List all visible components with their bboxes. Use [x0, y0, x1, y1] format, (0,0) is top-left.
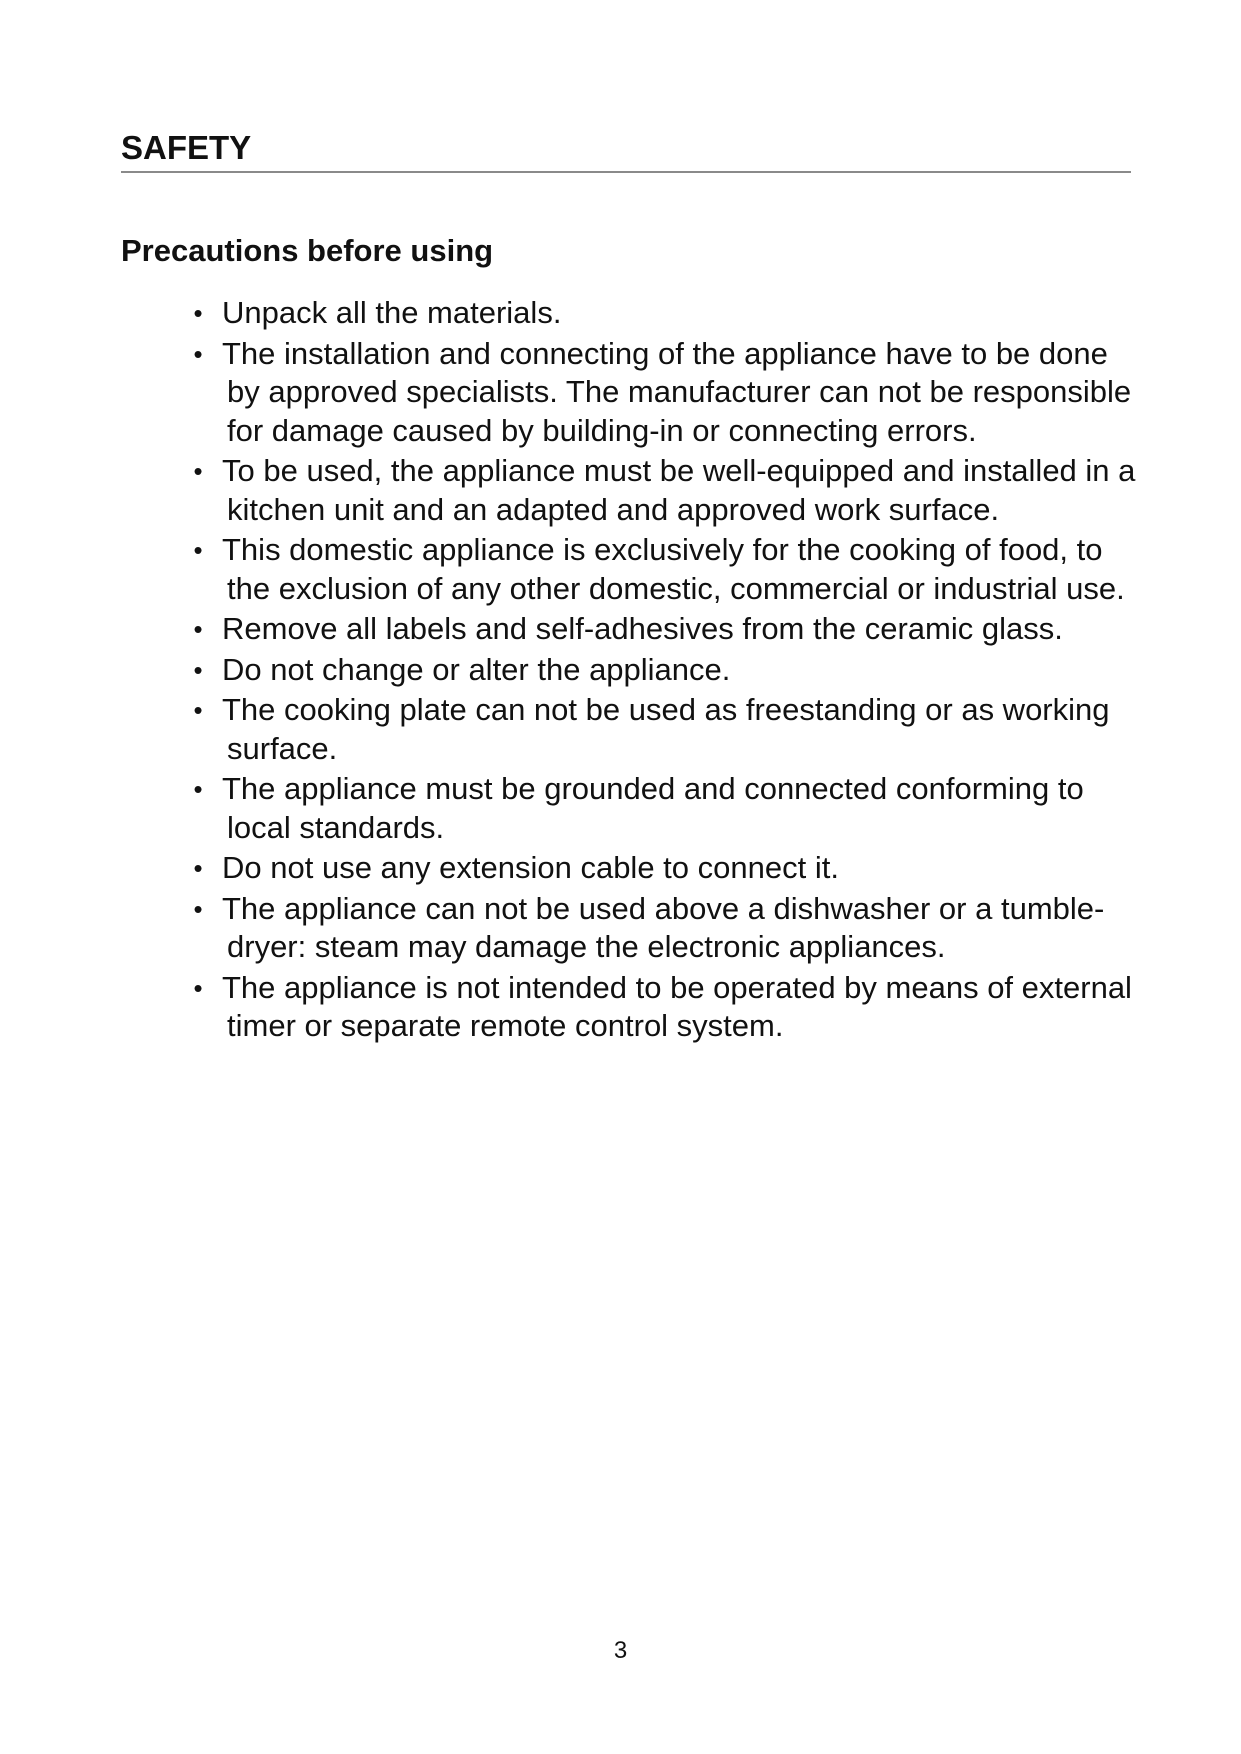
- list-item: [188, 691, 1138, 768]
- bullet-icon: •: [193, 614, 203, 644]
- bullet-icon: •: [193, 695, 203, 725]
- list-item: [188, 770, 1138, 847]
- list-item: [188, 651, 1138, 690]
- bullet-icon: •: [193, 535, 203, 565]
- list-item: [188, 890, 1138, 967]
- list-item: [188, 969, 1138, 1046]
- bullet-icon: •: [193, 456, 203, 486]
- bullet-icon: •: [193, 893, 203, 924]
- bullet-icon: •: [193, 972, 203, 1003]
- list-item-text: Unpack all the materials.: [222, 295, 562, 330]
- bullet-icon: •: [193, 774, 203, 804]
- bullet-icon: •: [193, 853, 203, 883]
- list-item-text: Do not change or alter the appliance.: [222, 651, 731, 687]
- list-item: [188, 531, 1138, 608]
- bullet-icon: •: [193, 338, 203, 369]
- precautions-list: [188, 294, 1138, 1048]
- list-item-text: The appliance is not intended to be operated by means of external timer or separate remote control system.: [222, 969, 1132, 1043]
- list-item-text: To be used, the appliance must be well-equipped and installed in a kitchen unit and an adapted and approved work surface.: [222, 453, 1136, 527]
- page-number: 3: [613, 1637, 628, 1664]
- list-item-text: The appliance can not be used above a dishwasher or a tumble-dryer: steam may damage the electronic appliances.: [222, 890, 1105, 964]
- list-item-text: Do not use any extension cable to connect it.: [222, 850, 839, 885]
- page-title: SAFETY: [121, 128, 1131, 173]
- list-item-text: The appliance must be grounded and connected conforming to local standards.: [222, 771, 1084, 845]
- list-item: [188, 335, 1138, 451]
- list-item: [188, 294, 1138, 333]
- bullet-icon: •: [193, 654, 203, 685]
- list-item-text: The cooking plate can not be used as freestanding or as working surface.: [222, 692, 1110, 766]
- bullet-icon: •: [193, 298, 203, 328]
- list-item: [188, 849, 1138, 888]
- section-title: Precautions before using: [121, 233, 494, 268]
- list-item-text: Remove all labels and self-adhesives from the ceramic glass.: [222, 611, 1063, 646]
- list-item-text: This domestic appliance is exclusively for the cooking of food, to the exclusion of any other domestic, commercial or industrial use.: [222, 532, 1125, 606]
- list-item: [188, 452, 1138, 529]
- list-item-text: The installation and connecting of the appliance have to be done by approved specialists. The manufacturer can not be responsible for damage caused by building-in or connecting errors.: [222, 335, 1132, 448]
- list-item: [188, 610, 1138, 649]
